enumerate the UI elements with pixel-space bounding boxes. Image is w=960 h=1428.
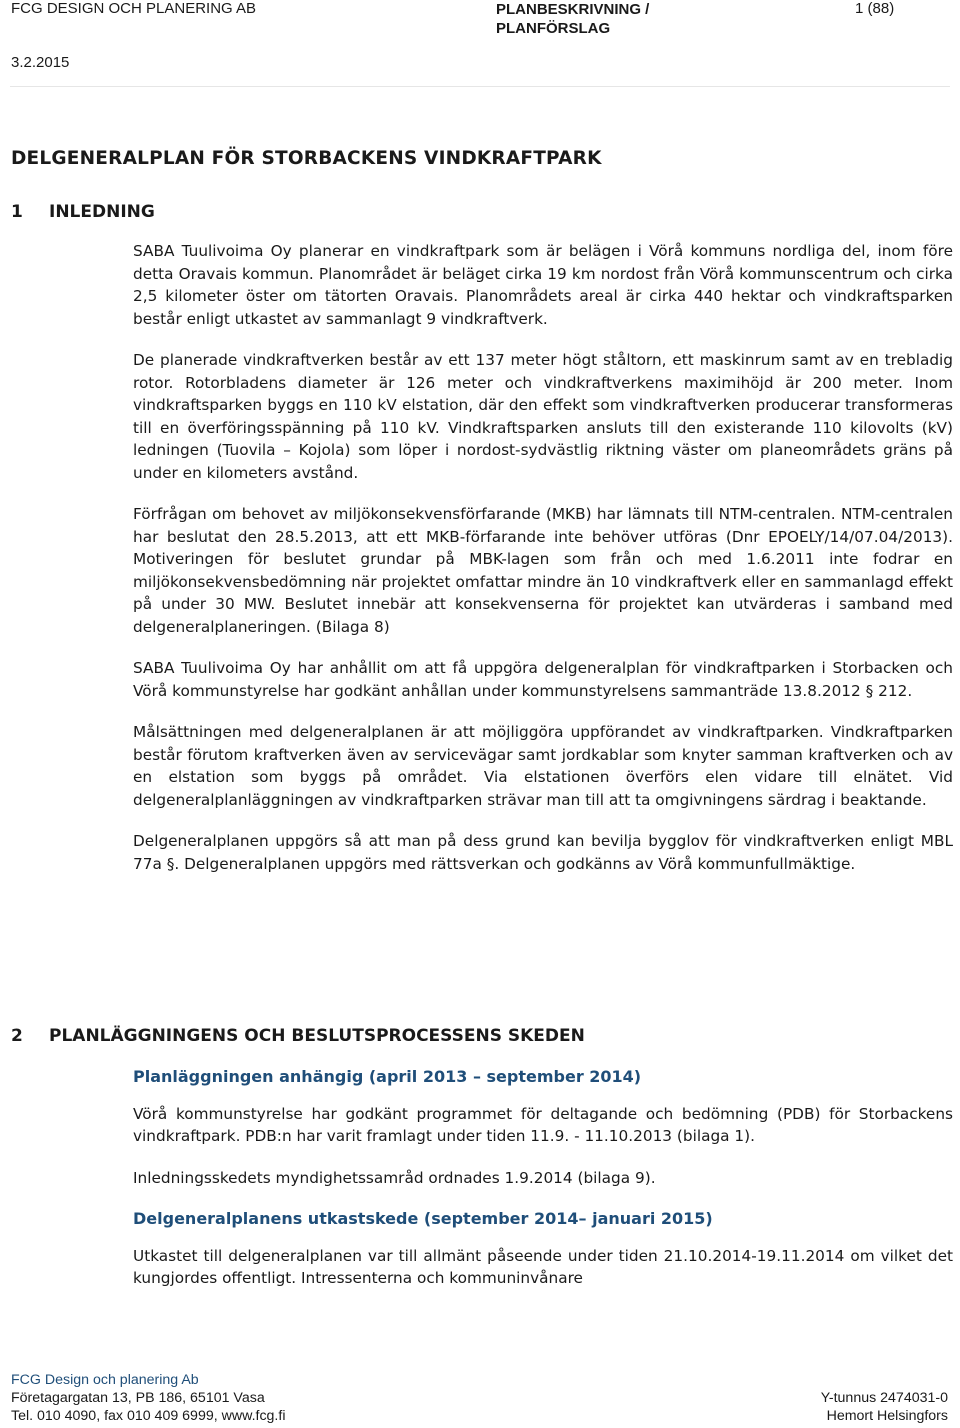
paragraph: Delgeneralplanen uppgörs så att man på dess grund kan bevilja bygglov för vindkraftverken enligt MBL 77a §. Delgeneralplanen uppgörs med rättsverkan och godkänns av Vörå kommunfullmäktige. [133, 832, 953, 873]
paragraph: Målsättningen med delgeneralplanen är att möjliggöra uppförandet av vindkraftparken. Vindkraftparken består förutom kraftverken även av servicevägar samt jordkablar som knyter samman kraftverken och av en elstation som byggs på området. Via elstationen överförs elen vidare till elnätet. Vid delgeneralplanläggningen av vindkraftparken strävar man till att ta omgivningens särdrag i beaktande. [133, 723, 953, 809]
footer-address: Företagargatan 13, PB 186, 65101 Vasa [11, 1390, 265, 1406]
document-title: DELGENERALPLAN FÖR STORBACKENS VINDKRAFTPARK [11, 148, 602, 169]
header-divider [10, 86, 950, 87]
paragraph: Utkastet till delgeneralplanen var till allmänt påseende under tiden 21.10.2014-19.11.2014 om vilket det kungjordes offentligt. Intressenterna och kommuninvånare [133, 1246, 953, 1287]
paragraph: Förfrågan om behovet av miljökonsekvensförfarande (MKB) har lämnats till NTM-centralen. NTM-centralen har beslutat den 28.5.2013, att ett MKB-förfarande inte behöver utföras (Dnr EPOELY/14/07.04/2013). Motiveringen för beslutet grundar på MBK-lagen som från och med 1.6.2011 inte fodrar en miljökonsekvensbedömning när projektet omfattar mindre än 10 vindkraftverk eller en sammanlagd effekt på under 30 MW. Beslutet innebär att konsekvenserna för projektet kan utvärderas i samband med delgeneralplaneringen. (Bilaga 8) [133, 505, 953, 636]
header-date: 3.2.2015 [11, 54, 70, 71]
header-company: FCG DESIGN OCH PLANERING AB [11, 0, 257, 17]
paragraph: Vörå kommunstyrelse har godkänt programmet för deltagande och bedömning (PDB) för Storbackens vindkraftpark. PDB:n har varit framlagt under tiden 11.9. - 11.10.2013 (bilaga 1). [133, 1104, 953, 1145]
section-1-body [133, 240, 953, 894]
paragraph: De planerade vindkraftverken består av ett 137 meter högt ståltorn, ett maskinrum samt av en trebladig rotor. Rotorbladens diameter är 126 meter och vindkraftverkens maximihöjd är 200 meter. Inom vindkraftsparken byggs en 110 kV elstation, där den effekt som vindkraftverken producerar transformeras till en överföringsspänning på 110 kV. Vindkraftsparken ansluts till den existerande 110 kilovolts (kV) ledningen (Tuovila – Kojola) som löper i nordost-sydvästlig riktning väster om planeområdets gräns på under en kilometers avstånd. [133, 351, 953, 482]
section-1-title: INLEDNING [49, 202, 155, 222]
section-2-title: PLANLÄGGNINGENS OCH BESLUTSPROCESSENS SKEDEN [49, 1026, 585, 1046]
footer-business-id: Y-tunnus 2474031-0 [820, 1390, 948, 1406]
header-doc-type-line1: PLANBESKRIVNING / [496, 1, 650, 18]
section-2-body [133, 1066, 953, 1309]
paragraph: SABA Tuulivoima Oy planerar en vindkraftpark som är belägen i Vörå kommuns nordliga del, inom före detta Oravais kommun. Planområdet är beläget cirka 19 km nordost från Vörå kommunscentrum och cirka 2,5 kilometer öster om tätorten Oravais. Planområdets areal är cirka 440 hektar och vindkraftsparken består enligt utkastet av sammanlagt 9 vindkraftverk. [133, 242, 953, 328]
paragraph: Inledningsskedets myndighetssamråd ordnades 1.9.2014 (bilaga 9). [133, 1168, 656, 1187]
subheading-planning-pending: Planläggningen anhängig (april 2013 – september 2014) [133, 1067, 642, 1086]
footer-domicile: Hemort Helsingfors [826, 1408, 948, 1424]
section-2-number: 2 [11, 1026, 23, 1046]
footer-company: FCG Design och planering Ab [11, 1372, 199, 1388]
section-1-number: 1 [11, 202, 23, 222]
subheading-draft-stage: Delgeneralplanens utkastskede (september 2014– januari 2015) [133, 1209, 713, 1228]
footer-left [11, 1371, 285, 1425]
paragraph: SABA Tuulivoima Oy har anhållit om att få uppgöra delgeneralplan för vindkraftparken i Storbacken och Vörå kommunstyrelse har godkänt anhållan under kommunstyrelsens sammanträde 13.8.2012 § 212. [133, 659, 953, 700]
header-doc-type-line2: PLANFÖRSLAG [496, 20, 611, 37]
footer-right [821, 1389, 948, 1425]
header-page-number: 1 (88) [855, 0, 895, 17]
header-doc-type [496, 0, 649, 38]
footer-contact: Tel. 010 4090, fax 010 409 6999, www.fcg.fi [11, 1408, 286, 1424]
